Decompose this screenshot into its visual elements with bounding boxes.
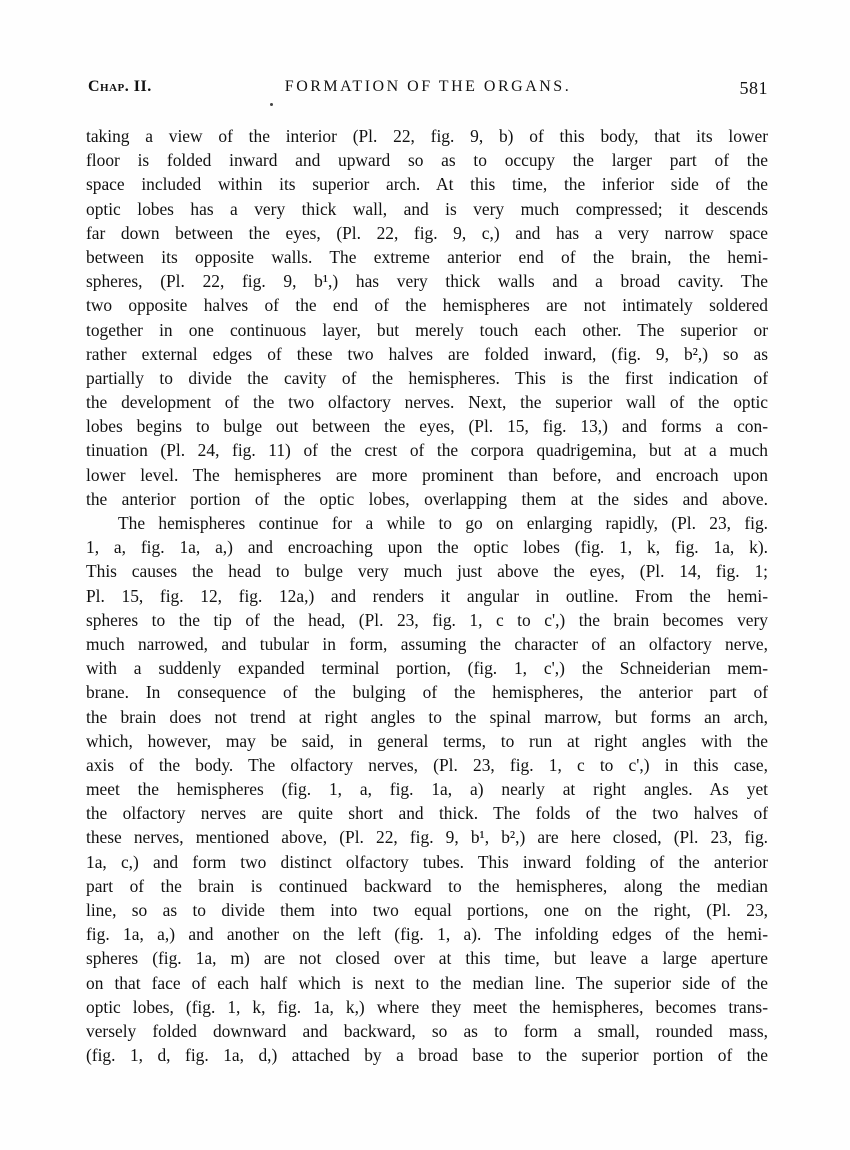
text-line: fig. 1a, a,) and another on the left (fig. 1, a). The infolding edges of the hemi- — [86, 924, 768, 945]
chapter-label: Chap. II. — [88, 78, 152, 95]
text-line: brane. In consequence of the bulging of the hemispheres, the anterior part of — [86, 682, 768, 703]
text-line: line, so as to divide them into two equal portions, one on the right, (Pl. 23, — [86, 900, 768, 920]
text-line: the development of the two olfactory nerves. Next, the superior wall of the optic — [86, 392, 768, 413]
text-line: far down between the eyes, (Pl. 22, fig. 9, c,) and has a very narrow space — [86, 222, 768, 243]
text-line: the brain does not trend at right angles to the spinal marrow, but forms an arch, — [86, 706, 768, 727]
text-line: the olfactory nerves are quite short and thick. The folds of the two halves of — [86, 803, 768, 824]
text-line: two opposite halves of the end of the hemispheres are not intimately soldered — [86, 295, 768, 316]
text-line: 1, a, fig. 1a, a,) and encroaching upon the optic lobes (fig. 1, k, fig. 1a, k). — [86, 537, 768, 558]
text-line: The hemispheres continue for a while to go on enlarging rapidly, (Pl. 23, fig. — [118, 513, 768, 533]
text-line: spheres (fig. 1a, m) are not closed over at this time, but leave a large aperture — [86, 948, 768, 969]
text-line: floor is folded inward and upward so as to occupy the larger part of the — [86, 150, 768, 171]
text-line: space included within its superior arch. At this time, the inferior side of the — [86, 174, 768, 195]
text-line: between its opposite walls. The extreme anterior end of the brain, the hemi- — [86, 246, 768, 267]
running-head — [88, 78, 768, 102]
text-line: This causes the head to bulge very much just above the eyes, (Pl. 14, fig. 1; — [86, 561, 768, 582]
text-line: on that face of each half which is next to the median line. The superior side of the — [86, 972, 768, 993]
text-line: meet the hemispheres (fig. 1, a, fig. 1a, a) nearly at right angles. As yet — [86, 779, 768, 800]
text-line: optic lobes has a very thick wall, and is very much compressed; it descends — [86, 198, 768, 219]
text-line: much narrowed, and tubular in form, assuming the character of an olfactory nerve, — [86, 633, 768, 654]
text-line: versely folded downward and backward, so as to form a small, rounded mass, — [86, 1020, 768, 1041]
text-line: spheres to the tip of the head, (Pl. 23, fig. 1, c to c',) the brain becomes very — [86, 609, 768, 630]
text-line: the anterior portion of the optic lobes, overlapping them at the sides and above. — [86, 488, 768, 509]
text-line: taking a view of the interior (Pl. 22, fig. 9, b) of this body, that its lower — [86, 126, 768, 146]
text-line: optic lobes, (fig. 1, k, fig. 1a, k,) where they meet the hemispheres, becomes trans- — [86, 996, 768, 1017]
text-line: together in one continuous layer, but merely touch each other. The superior or — [86, 319, 768, 340]
print-speck — [270, 103, 273, 106]
text-line: which, however, may be said, in general terms, to run at right angles with the — [86, 730, 768, 751]
text-line: spheres, (Pl. 22, fig. 9, b¹,) has very thick walls and a broad cavity. The — [86, 271, 768, 292]
body-text — [86, 124, 768, 1067]
text-line: with a suddenly expanded terminal portion, (fig. 1, c',) the Schneiderian mem- — [86, 658, 768, 679]
text-line: 1a, c,) and form two distinct olfactory tubes. This inward folding of the anterior — [86, 851, 768, 872]
text-line: Pl. 15, fig. 12, fig. 12a,) and renders it angular in outline. From the hemi- — [86, 585, 768, 606]
text-line: lower level. The hemispheres are more prominent than before, and encroach upon — [86, 464, 768, 485]
running-title: FORMATION OF THE ORGANS. — [284, 78, 572, 95]
text-line: these nerves, mentioned above, (Pl. 22, fig. 9, b¹, b²,) are here closed, (Pl. 23, fig. — [86, 827, 768, 848]
text-line: (fig. 1, d, fig. 1a, d,) attached by a broad base to the superior portion of the — [86, 1045, 768, 1066]
text-line: partially to divide the cavity of the hemispheres. This is the first indication of — [86, 367, 768, 388]
text-line: part of the brain is continued backward to the hemispheres, along the median — [86, 875, 768, 896]
text-line: rather external edges of these two halves are folded inward, (fig. 9, b²,) so as — [86, 343, 768, 364]
text-line: tinuation (Pl. 24, fig. 11) of the crest of the corpora quadrigemina, but at a much — [86, 440, 768, 461]
text-line: lobes begins to bulge out between the eyes, (Pl. 15, fig. 13,) and forms a con- — [86, 416, 768, 437]
page-number: 581 — [739, 78, 768, 98]
text-line: axis of the body. The olfactory nerves, (Pl. 23, fig. 1, c to c',) in this case, — [86, 754, 768, 775]
